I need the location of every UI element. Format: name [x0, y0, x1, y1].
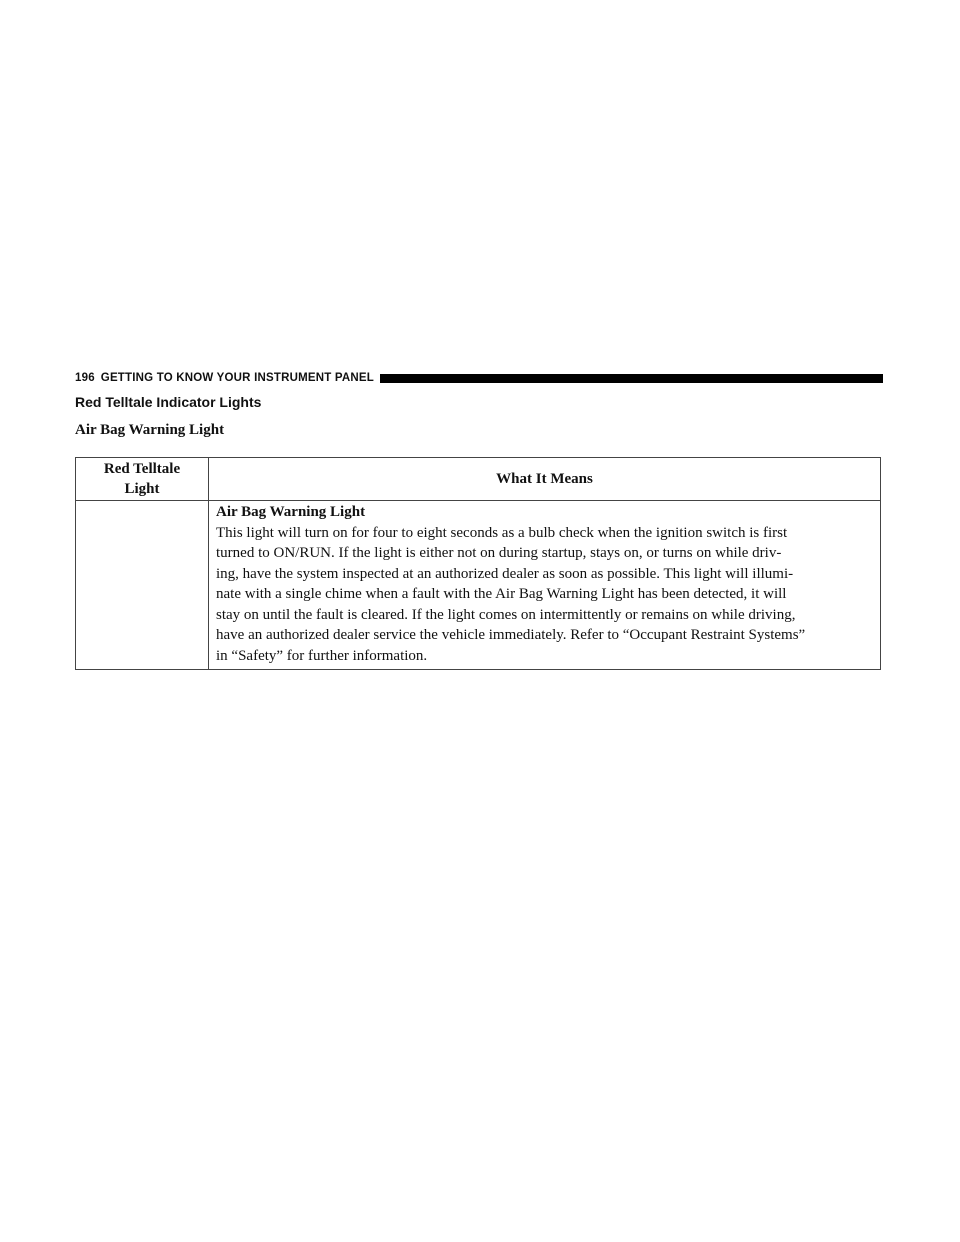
description-line: nate with a single chime when a fault with the Air Bag Warning Light has been detected, it will — [216, 586, 787, 602]
section-heading: Red Telltale Indicator Lights — [75, 394, 262, 410]
telltale-table — [75, 457, 881, 670]
page-header — [75, 371, 883, 385]
column-header-telltale-light — [76, 458, 209, 501]
running-header-title: GETTING TO KNOW YOUR INSTRUMENT PANEL — [100, 372, 374, 384]
column-header-line: Light — [124, 481, 160, 497]
description-title: Air Bag Warning Light — [216, 504, 366, 520]
column-header-line: Red Telltale — [103, 460, 181, 477]
column-header-what-it-means: What It Means — [209, 458, 881, 501]
description-line: ing, have the system inspected at an authorized dealer as soon as possible. This light will illumi- — [216, 565, 794, 582]
telltale-icon-cell — [76, 501, 209, 670]
table-row — [76, 501, 881, 670]
description-line: stay on until the fault is cleared. If the light comes on intermittently or remains on while driving, — [216, 606, 796, 623]
description-line: turned to ON/RUN. If the light is either not on during startup, stays on, or turns on while driv- — [216, 545, 782, 561]
page-number: 196 — [75, 372, 95, 384]
table-header-row — [76, 458, 881, 501]
sub-heading: Air Bag Warning Light — [75, 422, 225, 438]
header-rule — [380, 374, 883, 383]
description-line: in “Safety” for further information. — [216, 647, 428, 664]
description-cell — [209, 501, 881, 670]
description-line: have an authorized dealer service the vehicle immediately. Refer to “Occupant Restraint Systems” — [216, 627, 806, 643]
description-line: This light will turn on for four to eight seconds as a bulb check when the ignition switch is first — [216, 524, 788, 541]
